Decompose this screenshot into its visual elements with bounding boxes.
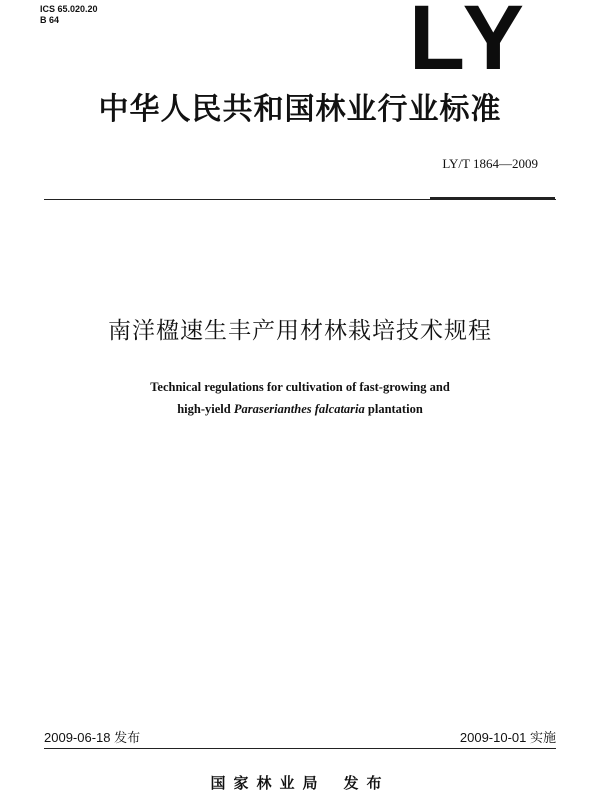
header-divider-accent xyxy=(430,197,555,199)
title-en-species: Paraserianthes falcataria xyxy=(233,402,365,416)
footer-divider xyxy=(44,748,556,749)
publish-date: 2009-06-18 发布 xyxy=(44,730,141,745)
issuer-action: 发布 xyxy=(343,774,390,792)
issuer-line xyxy=(0,774,600,792)
ics-code: ICS 65.020.20 xyxy=(40,4,98,14)
document-title-en xyxy=(0,376,600,420)
document-title-zh: 南洋楹速生丰产用材林栽培技术规程 xyxy=(108,318,492,344)
title-en-line2-prefix: high-yield xyxy=(177,402,234,416)
issuer-name: 国家林业局 xyxy=(210,774,326,792)
standard-number: LY/T 1864—2009 xyxy=(442,156,538,171)
standard-type-title: 中华人民共和国林业行业标准 xyxy=(98,92,502,127)
ccs-code: B 64 xyxy=(40,15,60,25)
header-divider xyxy=(44,199,556,200)
title-en-line2-suffix: plantation xyxy=(364,402,423,416)
standard-logo: LY xyxy=(408,0,530,89)
title-en-line1: Technical regulations for cultivation of fast-growing and xyxy=(150,380,450,394)
implement-date: 2009-10-01 实施 xyxy=(459,730,556,745)
title-en-line2 xyxy=(0,398,600,420)
